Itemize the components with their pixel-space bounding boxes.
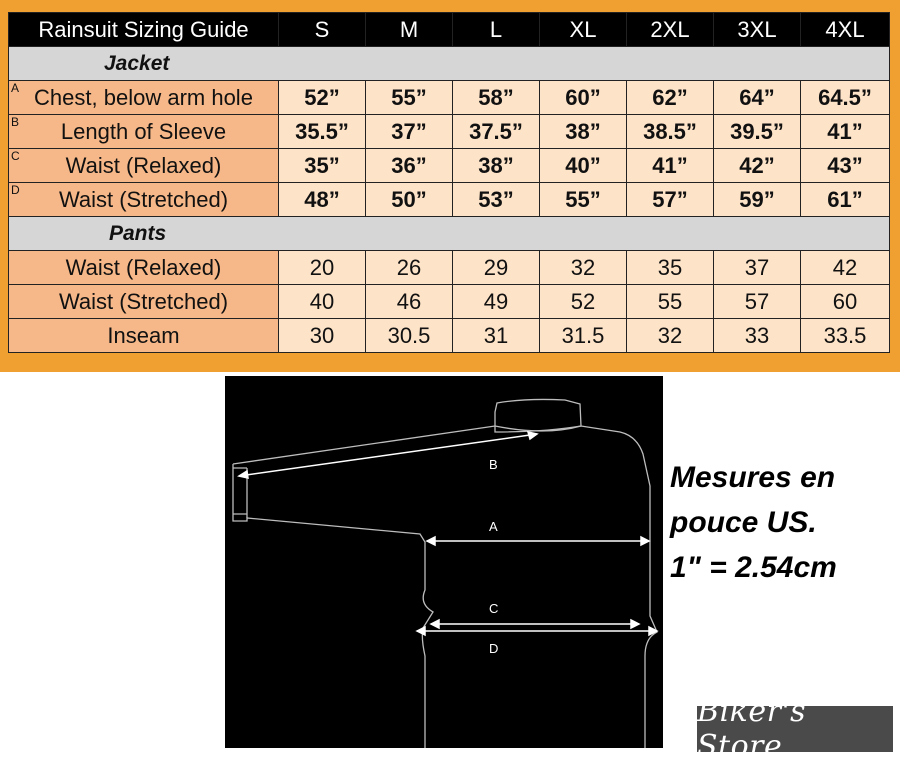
table-row xyxy=(9,183,890,217)
table-cell: 32 xyxy=(627,319,714,353)
row-label xyxy=(9,183,279,217)
arrowhead xyxy=(431,620,439,628)
row-label xyxy=(9,81,279,115)
label-a: A xyxy=(489,519,498,534)
section-row-pants xyxy=(9,217,890,251)
row-label xyxy=(9,149,279,183)
table-cell: 26 xyxy=(366,251,453,285)
size-header: M xyxy=(366,13,453,47)
table-cell: 38.5” xyxy=(627,115,714,149)
arrowhead xyxy=(528,432,537,439)
section-heading-text: Jacket xyxy=(104,51,170,75)
section-heading xyxy=(9,217,890,251)
table-row xyxy=(9,149,890,183)
jacket-outline-svg xyxy=(225,376,663,748)
table-cell: 42 xyxy=(801,251,890,285)
table-cell: 61” xyxy=(801,183,890,217)
label-b: B xyxy=(489,457,498,472)
table-cell: 57” xyxy=(627,183,714,217)
header-row xyxy=(9,13,890,47)
table-cell: 42” xyxy=(714,149,801,183)
store-logo: Biker's Store xyxy=(697,706,893,752)
table-cell: 57 xyxy=(714,285,801,319)
table-cell: 35 xyxy=(627,251,714,285)
size-header: XL xyxy=(540,13,627,47)
size-chart-table xyxy=(8,12,890,353)
table-cell: 55” xyxy=(540,183,627,217)
jacket-outline xyxy=(233,426,657,748)
note-line: 1" = 2.54cm xyxy=(670,551,837,584)
row-label-text: Waist (Relaxed) xyxy=(65,152,222,178)
table-cell: 29 xyxy=(453,251,540,285)
label-d: D xyxy=(489,641,499,656)
table-cell: 37.5” xyxy=(453,115,540,149)
note-line: pouce US. xyxy=(670,506,817,539)
table-cell: 41” xyxy=(801,115,890,149)
table-cell: 37 xyxy=(714,251,801,285)
size-header: 2XL xyxy=(627,13,714,47)
table-cell: 33.5 xyxy=(801,319,890,353)
table-cell: 59” xyxy=(714,183,801,217)
table-cell: 40” xyxy=(540,149,627,183)
table-cell: 37” xyxy=(366,115,453,149)
table-cell: 39.5” xyxy=(714,115,801,149)
row-marker: C xyxy=(11,149,20,163)
arrowhead xyxy=(631,620,639,628)
table-cell: 55” xyxy=(366,81,453,115)
label-c: C xyxy=(489,601,499,616)
table-cell: 43” xyxy=(801,149,890,183)
table-cell: 58” xyxy=(453,81,540,115)
jacket-diagram xyxy=(225,376,663,748)
arrowhead xyxy=(239,471,248,478)
table-cell: 30.5 xyxy=(366,319,453,353)
table-cell: 35.5” xyxy=(279,115,366,149)
table-cell: 32 xyxy=(540,251,627,285)
collar-outline xyxy=(495,399,581,432)
table-cell: 64.5” xyxy=(801,81,890,115)
row-marker: A xyxy=(11,81,20,95)
table-row xyxy=(9,319,890,353)
table-row xyxy=(9,115,890,149)
table-cell: 41” xyxy=(627,149,714,183)
table-cell: 35” xyxy=(279,149,366,183)
row-label-text: Chest, below arm hole xyxy=(34,84,253,110)
arrowhead xyxy=(427,537,435,545)
table-cell: 52” xyxy=(279,81,366,115)
table-cell: 55 xyxy=(627,285,714,319)
table-cell: 40 xyxy=(279,285,366,319)
section-row-jacket xyxy=(9,47,890,81)
table-cell: 20 xyxy=(279,251,366,285)
table-cell: 48” xyxy=(279,183,366,217)
section-heading xyxy=(9,47,890,81)
row-marker: B xyxy=(11,115,20,129)
table-row xyxy=(9,81,890,115)
table-cell: 38” xyxy=(453,149,540,183)
table-cell: 62” xyxy=(627,81,714,115)
table-cell: 33 xyxy=(714,319,801,353)
table-cell: 64” xyxy=(714,81,801,115)
row-label-text: Waist (Stretched) xyxy=(58,186,229,212)
table-cell: 31 xyxy=(453,319,540,353)
table-row xyxy=(9,285,890,319)
size-header: S xyxy=(279,13,366,47)
row-label xyxy=(9,285,279,319)
size-header: L xyxy=(453,13,540,47)
table-cell: 50” xyxy=(366,183,453,217)
table-cell: 60 xyxy=(801,285,890,319)
table-cell: 49 xyxy=(453,285,540,319)
row-label-text: Length of Sleeve xyxy=(60,118,227,144)
arrowhead xyxy=(417,627,425,635)
row-label-text: Waist (Relaxed) xyxy=(65,254,222,280)
table-cell: 52 xyxy=(540,285,627,319)
table-cell: 38” xyxy=(540,115,627,149)
row-label xyxy=(9,319,279,353)
row-marker: D xyxy=(11,183,20,197)
row-label xyxy=(9,251,279,285)
arrowhead xyxy=(641,537,649,545)
size-chart-frame xyxy=(0,0,900,372)
table-title: Rainsuit Sizing Guide xyxy=(9,13,279,47)
measurement-note xyxy=(670,455,837,590)
table-cell: 30 xyxy=(279,319,366,353)
size-header: 4XL xyxy=(801,13,890,47)
row-label xyxy=(9,115,279,149)
table-cell: 31.5 xyxy=(540,319,627,353)
note-line: Mesures en xyxy=(670,461,836,494)
table-cell: 60” xyxy=(540,81,627,115)
section-heading-text: Pants xyxy=(109,221,167,245)
row-label-text: Inseam xyxy=(107,322,180,348)
table-cell: 46 xyxy=(366,285,453,319)
row-label-text: Waist (Stretched) xyxy=(58,288,229,314)
table-cell: 53” xyxy=(453,183,540,217)
size-header: 3XL xyxy=(714,13,801,47)
table-cell: 36” xyxy=(366,149,453,183)
table-row xyxy=(9,251,890,285)
